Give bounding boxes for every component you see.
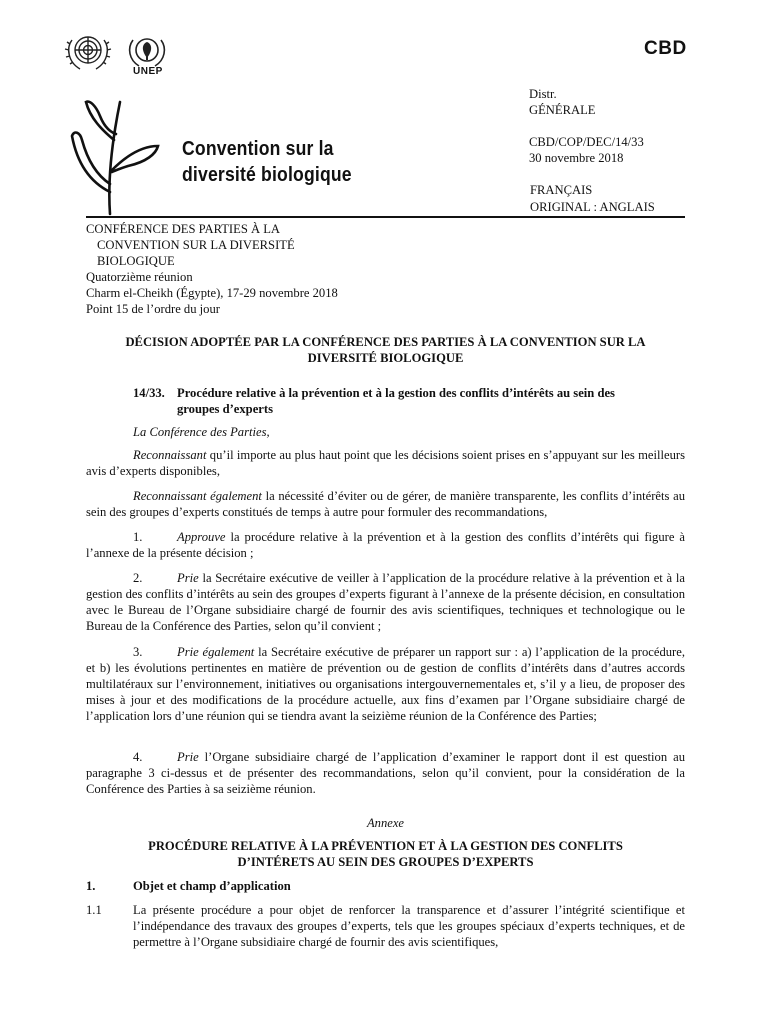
- operative-paragraph-4: [86, 749, 685, 797]
- operative-3-number: 3.: [133, 645, 143, 659]
- cbd-plant-logo: [66, 96, 162, 216]
- preamble-2-text: la nécessité d’éviter ou de gérer, de manière transparente, les conflits d’intérêts au sein des groupes d’experts constitués de temps à autre pour formuler des recommandations,: [86, 489, 685, 519]
- annex-title-line2: D’INTÉRETS AU SEIN DES GROUPES D’EXPERTS: [237, 855, 534, 869]
- operative-4-text: l’Organe subsidiaire chargé de l’application d’examiner le rapport dont il est question au paragraphe 3 ci-dessus et de présenter des recommandations, selon qu’il convient, pour la considération de la Conférence des Parties à sa seizième réunion.: [86, 750, 685, 796]
- operative-4-number: 4.: [133, 750, 143, 764]
- preamble-1-verb: Reconnaissant: [133, 448, 207, 462]
- decision-heading-line1: Procédure relative à la prévention et à la gestion des conflits d’intérêts au sein des: [177, 386, 615, 400]
- operative-1-verb: Approuve: [177, 530, 226, 544]
- cbd-label: CBD: [644, 38, 687, 59]
- meeting-line2: CONVENTION SUR LA DIVERSITÉ: [97, 238, 295, 252]
- decision-title-line1: DÉCISION ADOPTÉE PAR LA CONFÉRENCE DES PARTIES À LA CONVENTION SUR LA: [125, 335, 646, 349]
- operative-3-verb: Prie également: [177, 645, 255, 659]
- subsection-1-1-text: La présente procédure a pour objet de renforcer la transparence et d’assurer l’intégrité scientifique et l’indépendance des travaux des groupes d’experts, tels que les groupes spéciaux d’experts techniques, et de permettre à l’Organe subsidiaire chargé de fournir des avis scientifiques,: [133, 903, 685, 949]
- document-symbol: CBD/COP/DEC/14/33: [529, 135, 644, 149]
- header-divider: [86, 216, 685, 218]
- operative-1-number: 1.: [133, 530, 143, 544]
- document-date: 30 novembre 2018: [529, 151, 624, 165]
- operative-paragraph-2: [86, 570, 685, 634]
- subsection-1-1-number: 1.1: [86, 903, 102, 917]
- convention-title-line1: Convention sur la: [182, 138, 334, 160]
- operative-paragraph-3: [86, 644, 685, 724]
- preamble-1-text: qu’il importe au plus haut point que les décisions soient prises en s’appuyant sur les meilleurs avis d’experts disponibles,: [86, 448, 685, 478]
- operative-2-number: 2.: [133, 571, 143, 585]
- annex-title-line1: PROCÉDURE RELATIVE À LA PRÉVENTION ET À LA GESTION DES CONFLITS: [148, 839, 623, 853]
- decision-heading-line2: groupes d’experts: [177, 402, 273, 416]
- operative-2-verb: Prie: [177, 571, 199, 585]
- un-emblem-logo: [62, 30, 114, 76]
- language-line1: FRANÇAIS: [530, 183, 593, 197]
- convention-title-line2: diversité biologique: [182, 164, 352, 186]
- decision-heading: [177, 385, 687, 417]
- meeting-venue: Charm el-Cheikh (Égypte), 17-29 novembre 2018: [86, 286, 338, 300]
- language-line2: ORIGINAL : ANGLAIS: [530, 200, 655, 214]
- meeting-line1: CONFÉRENCE DES PARTIES À LA: [86, 222, 281, 236]
- annex-title: [86, 838, 685, 870]
- decision-title-line2: DIVERSITÉ BIOLOGIQUE: [307, 351, 464, 365]
- section-1-title: Objet et champ d’application: [133, 879, 291, 893]
- un-emblem-icon: [62, 30, 114, 76]
- annex-label: Annexe: [366, 816, 405, 830]
- meeting-session: Quatorzième réunion: [86, 270, 193, 284]
- operative-4-verb: Prie: [177, 750, 199, 764]
- meeting-line3: BIOLOGIQUE: [97, 254, 175, 268]
- unep-logo: [124, 32, 170, 80]
- distr-line2: GÉNÉRALE: [529, 103, 596, 117]
- preamble-paragraph-1: [86, 447, 685, 479]
- section-1-number: 1.: [86, 879, 96, 893]
- decision-title: [86, 334, 685, 366]
- unep-label: UNEP: [133, 66, 163, 77]
- distr-line1: Distr.: [529, 87, 557, 101]
- operative-paragraph-1: [86, 529, 685, 561]
- decision-intro: La Conférence des Parties,: [133, 425, 270, 439]
- operative-2-text: la Secrétaire exécutive de veiller à l’application de la procédure relative à la prévention et à la gestion des conflits d’intérêts au sein des groupes d’experts figurant à l’annexe de la présente décision, en consultation avec le Bureau de l’Organe subsidiaire chargé de fournir des avis scientifiques, techniques et technologique ou le Bureau de la Conférence des Parties, selon qu’il convient ;: [86, 571, 685, 633]
- operative-1-text: la procédure relative à la prévention et à la gestion des conflits d’intérêts qui figure à l’annexe de la présente décision ;: [86, 530, 685, 560]
- agenda-item: Point 15 de l’ordre du jour: [86, 302, 220, 316]
- preamble-2-verb: Reconnaissant également: [133, 489, 262, 503]
- decision-number: 14/33.: [133, 386, 165, 400]
- operative-3-text: la Secrétaire exécutive de préparer un rapport sur : a) l’application de la procédure, et b) les évolutions pertinentes en matière de prévention ou de gestion de conflits d’intérêts dans d’autres accords multilatéraux sur l’environnement, initiatives ou organisations intergouvernementales et, s’il y a lieu, de proposer des mises à jour et des modifications de la procédure actuelle, aux fins d’examen par l’Organe subsidiaire chargé de l’application lors d’une réunion qui se tiendra avant la seizième réunion de la Conférence des Parties;: [86, 645, 685, 723]
- preamble-paragraph-2: [86, 488, 685, 520]
- plant-icon: [66, 96, 162, 216]
